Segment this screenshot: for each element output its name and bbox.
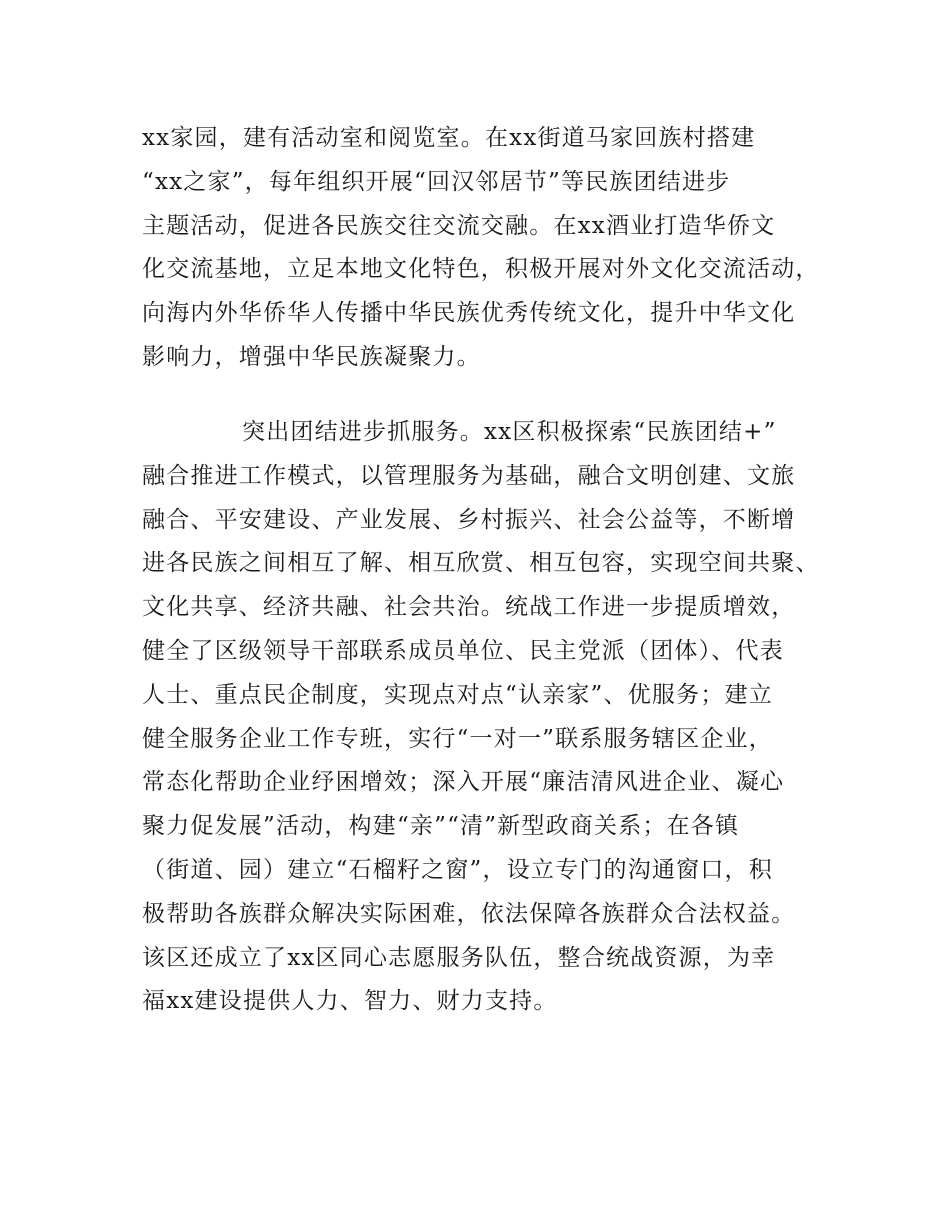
paragraph-line: 进各民族之间相互了解、相互欣赏、相互包容，实现空间共聚、 [142, 550, 820, 577]
paragraph-line: 极帮助各族群众解决实际困难，依法保障各族群众合法权益。 [142, 900, 796, 927]
paragraph-line: 融合、平安建设、产业发展、乡村振兴、社会公益等，不断增 [142, 506, 796, 533]
paragraph-line: 化交流基地，立足本地文化特色，积极开展对外文化交流活动， [142, 256, 820, 283]
paragraph-heading-line: 突出团结进步抓服务。xx区积极探索“民族团结+” [242, 419, 777, 445]
paragraph-line: 健全服务企业工作专班，实行“一对一”联系服务辖区企业， [142, 725, 773, 752]
paragraph-line: 主题活动，促进各民族交往交流交融。在xx酒业打造华侨文 [142, 212, 776, 239]
paragraph-line: 该区还成立了xx区同心志愿服务队伍，整合统战资源，为幸 [142, 944, 776, 971]
paragraph-line: “xx之家”，每年组织开展“回汉邻居节”等民族团结进步 [142, 168, 731, 195]
paragraph-line: 人士、重点民企制度，实现点对点“认亲家”、优服务；建立 [142, 681, 773, 708]
paragraph-line: xx家园，建有活动室和阅览室。在xx街道马家回族村搭建 [142, 125, 756, 151]
paragraph-line: 融合推进工作模式，以管理服务为基础，融合文明创建、文旅 [142, 462, 796, 489]
paragraph-line: 常态化帮助企业纾困增效；深入开展“廉洁清风进企业、凝心 [142, 769, 785, 796]
paragraph-line: 聚力促发展”活动，构建“亲”“清”新型政商关系；在各镇 [142, 813, 740, 840]
paragraph-line: 健全了区级领导干部联系成员单位、民主党派（团体）、代表 [142, 637, 784, 664]
paragraph-1 [142, 117, 842, 380]
paragraph-line: 福xx建设提供人力、智力、财力支持。 [142, 988, 558, 1015]
paragraph-line: （街道、园）建立“石榴籽之窗”，设立专门的沟通窗口，积 [142, 856, 773, 883]
paragraph-line: 文化共享、经济共融、社会共治。统战工作进一步提质增效， [142, 594, 796, 621]
paragraph-line: 向海内外华侨华人传播中华民族优秀传统文化，提升中华文化 [142, 300, 796, 327]
paragraph-2 [142, 411, 842, 1024]
paragraph-line: 影响力，增强中华民族凝聚力。 [142, 343, 481, 370]
